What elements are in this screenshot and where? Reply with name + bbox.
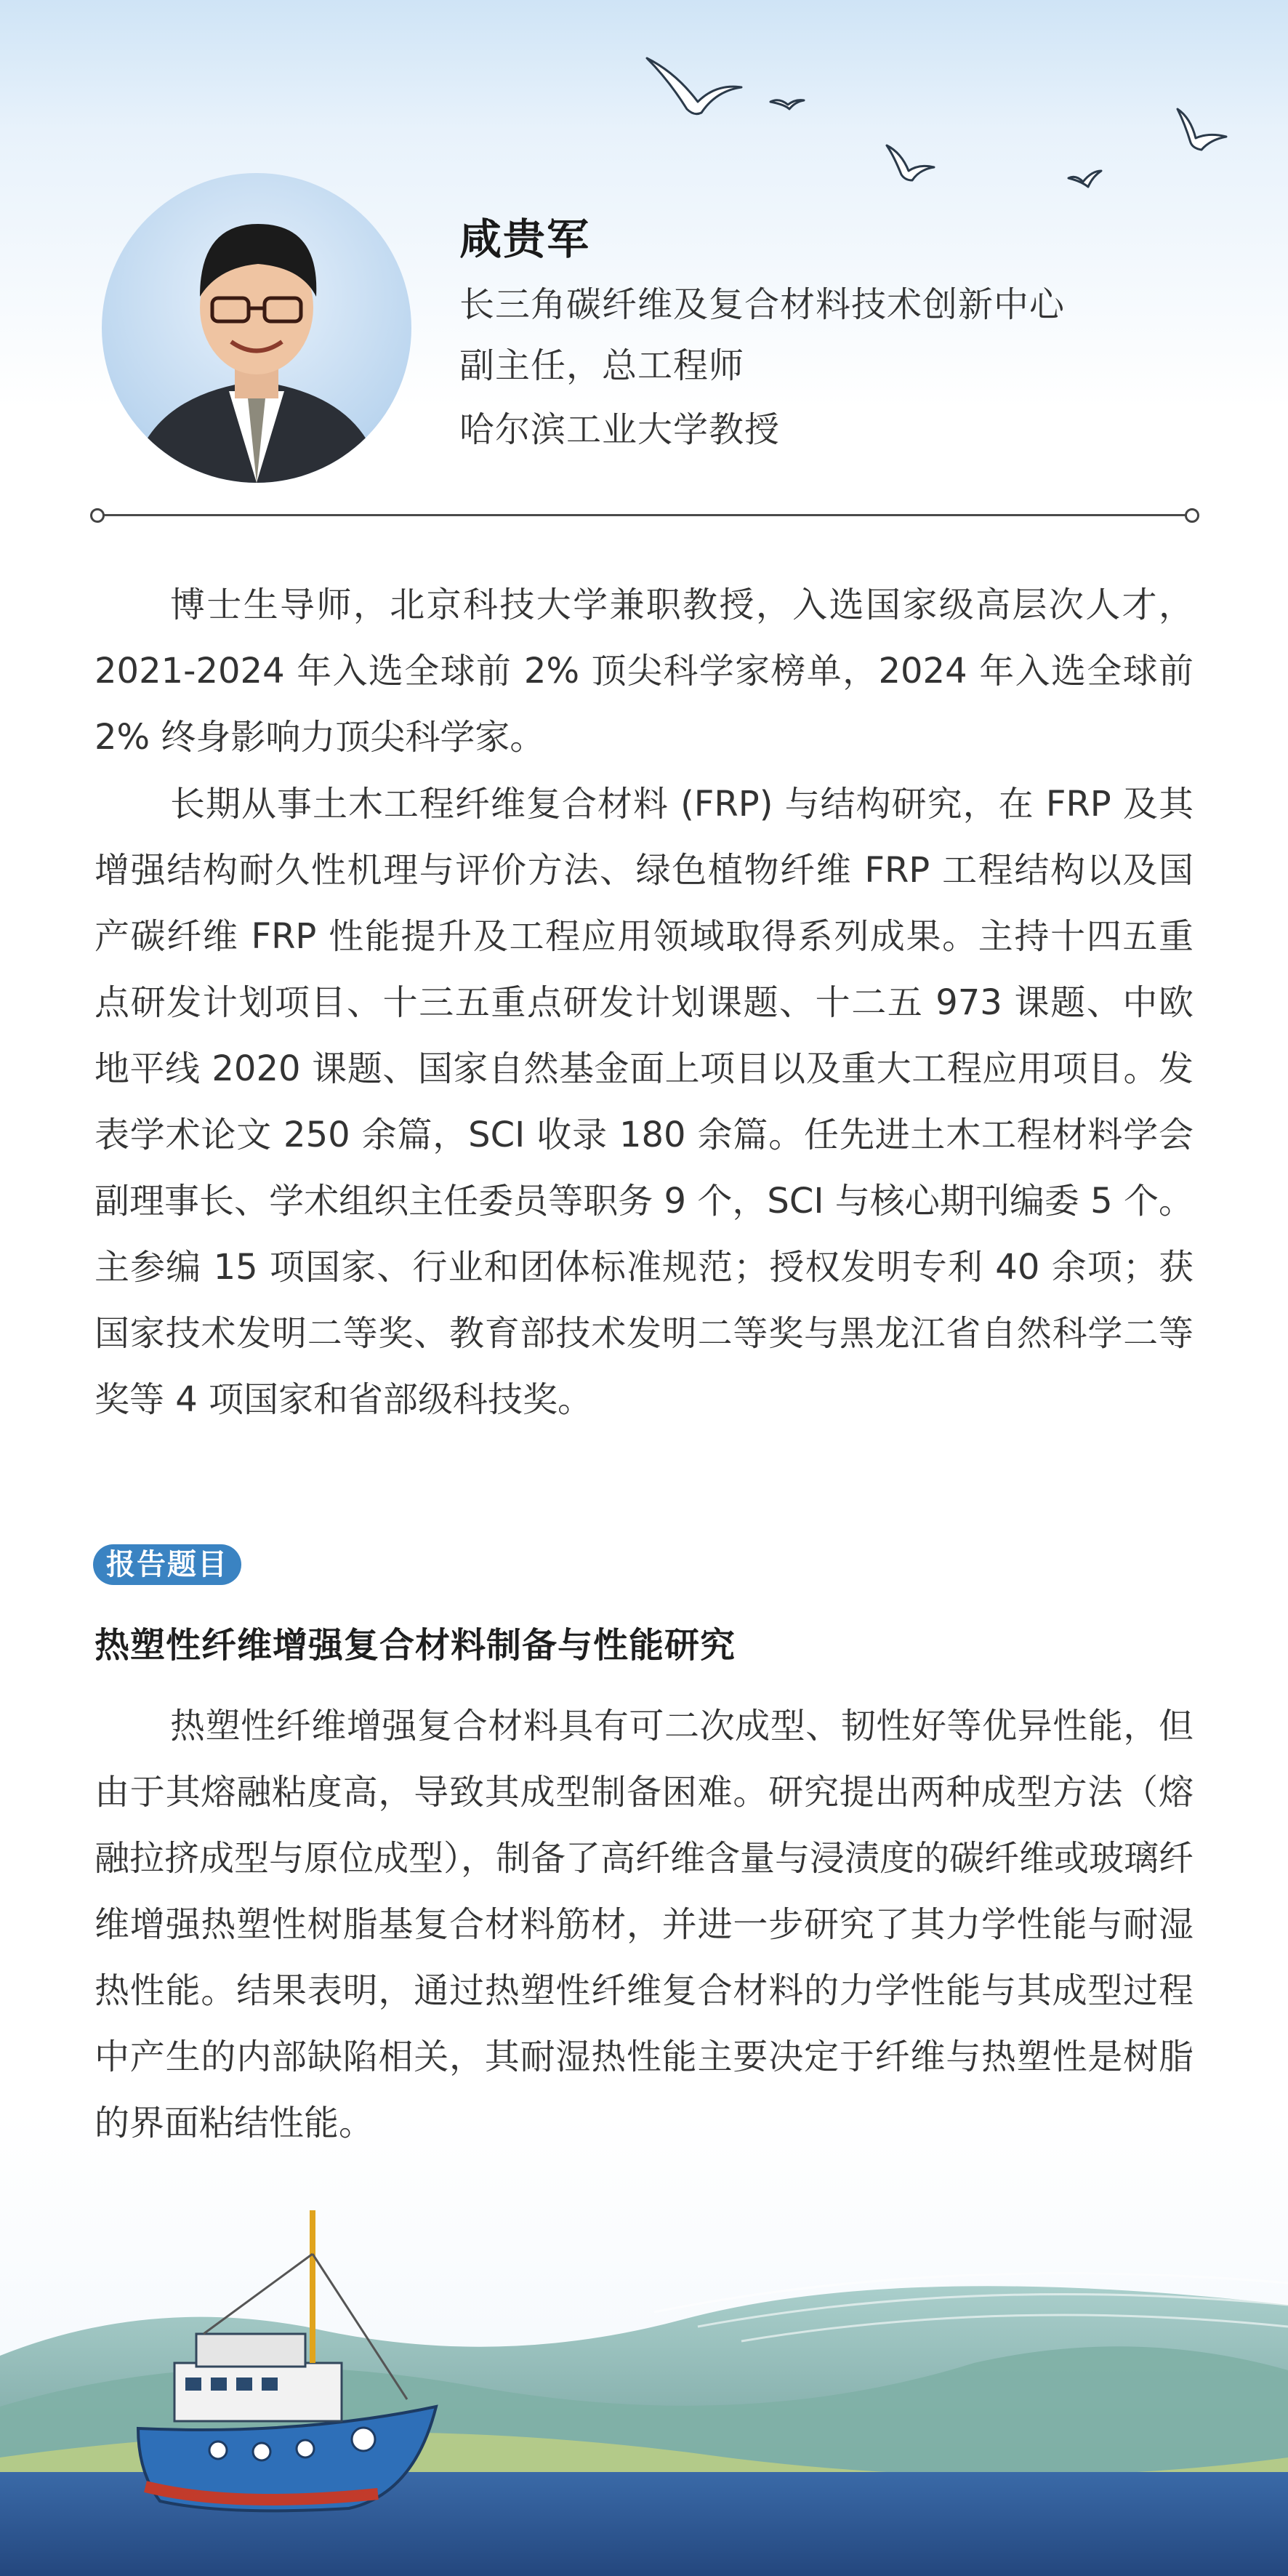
seagull-icon [647, 58, 741, 114]
divider-end-dot [90, 508, 105, 523]
portrait-illustration [102, 173, 411, 483]
speaker-title-3: 哈尔滨工业大学教授 [459, 409, 781, 450]
divider-end-dot [1185, 508, 1199, 523]
speaker-name: 咸贵军 [459, 214, 591, 264]
seagull-icon [1178, 109, 1226, 150]
report-abstract: 热塑性纤维增强复合材料具有可二次成型、韧性好等优异性能，但由于其熔融粘度高，导致其成型制备困难。研究提出两种成型方法（熔融拉挤成型与原位成型），制备了高纤维含量与浸渍度的碳纤维或玻璃纤维增强热塑性树脂基复合材料筋材，并进一步研究了其力学性能与耐湿热性能。结果表明，通过热塑性纤维复合材料的力学性能与其成型过程中产生的内部缺陷相关，其耐湿热性能主要决定于纤维与热塑性是树脂的界面粘结性能。 [94, 1706, 1194, 2143]
sea-scene [0, 2181, 1288, 2576]
section-divider [96, 514, 1195, 516]
bio-paragraph-1: 博士生导师，北京科技大学兼职教授，入选国家级高层次人才，2021-2024 年入选全球前 2% 顶尖科学家榜单，2024 年入选全球前 2% 终身影响力顶尖科学家。 [94, 585, 1194, 758]
speaker-portrait [102, 173, 411, 483]
report-badge: 报告题目 [93, 1544, 241, 1585]
seagull-icon [1068, 171, 1101, 187]
seagull-icon [887, 145, 934, 180]
speaker-title-2: 副主任，总工程师 [459, 345, 745, 386]
speaker-title-1: 长三角碳纤维及复合材料技术创新中心 [459, 284, 1066, 325]
seagull-icon [770, 100, 804, 109]
bio-paragraph-2: 长期从事土木工程纤维复合材料 (FRP) 与结构研究，在 FRP 及其增强结构耐久性机理与评价方法、绿色植物纤维 FRP 工程结构以及国产碳纤维 FRP 性能提升及工程应用领域取得系列成果。主持十四五重点研发计划项目、十三五重点研发计划课题、十二五 973 课题、中欧地平线 2020 课题、国家自然基金面上项目以及重大工程应用项目。发表学术论文 250 余篇，SCI 收录 180 余篇。任先进土木工程材料学会副理事长、学术组织主任委员等职务 9 个，SCI 与核心期刊编委 5 个。主参编 15 项国家、行业和团体标准规范；授权发明专利 40 余项；获国家技术发明二等奖、教育部技术发明二等奖与黑龙江省自然科学二等奖等 4 项国家和省部级科技奖。 [94, 784, 1194, 1420]
report-title: 热塑性纤维增强复合材料制备与性能研究 [94, 1625, 736, 1666]
